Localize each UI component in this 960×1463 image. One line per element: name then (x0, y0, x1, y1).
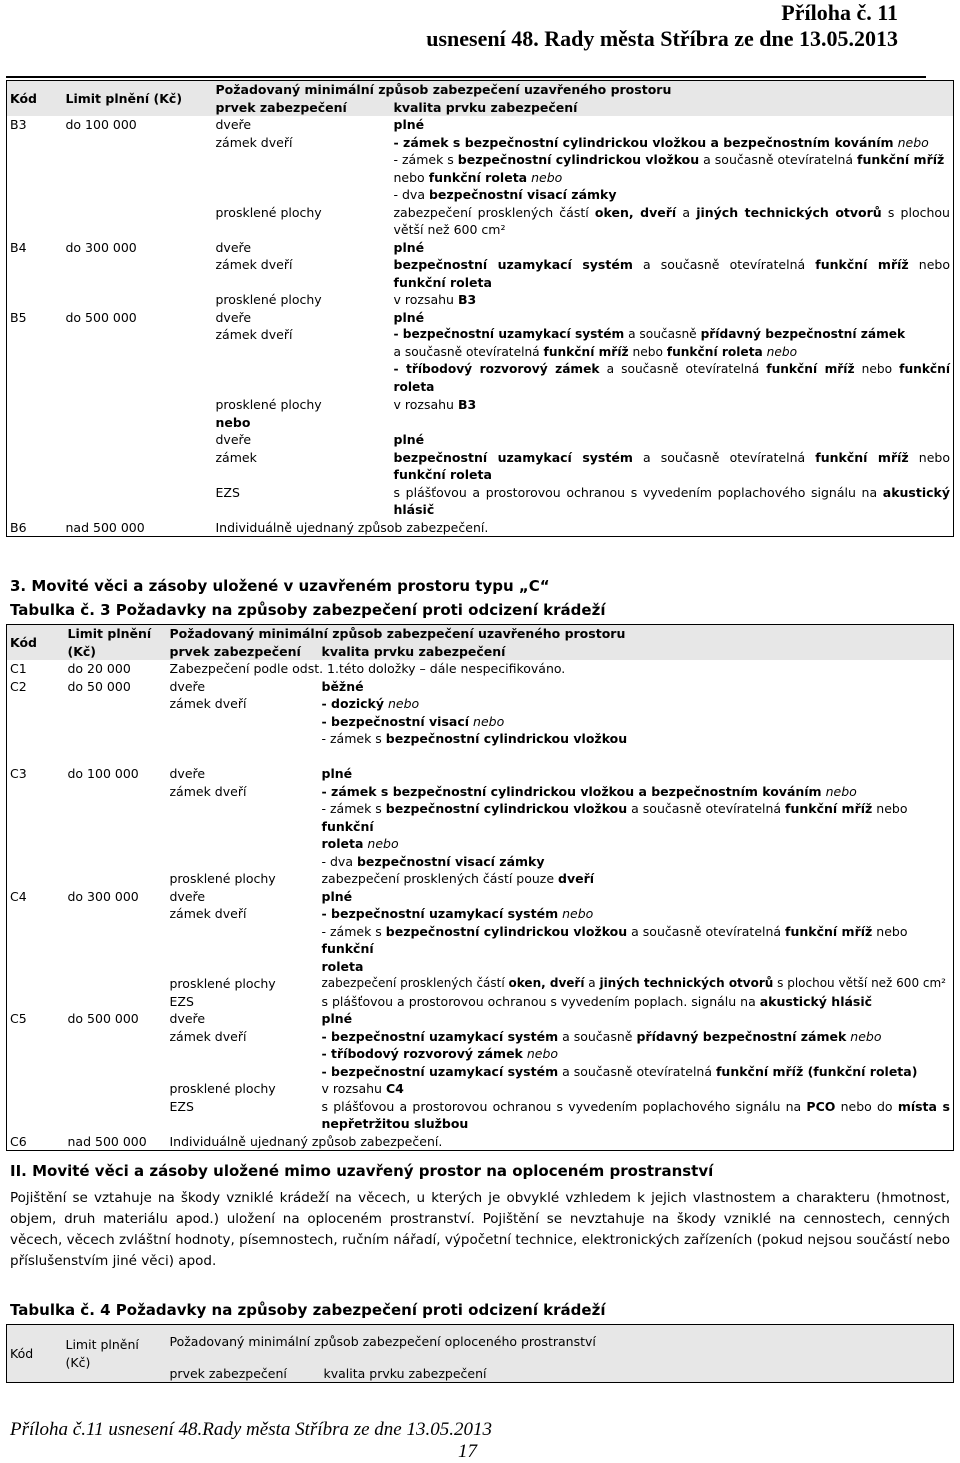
table-row (7, 204, 954, 239)
header-title: Požadovaný minimální způsob zabezpečení oploceného prostranství (167, 1325, 954, 1351)
table-c (6, 624, 954, 1151)
header-limit: Limit plnění (Kč) (63, 81, 213, 117)
table-row: B6 nad 500 000 Individuálně ujednaný způsob zabezpečení. (10, 519, 489, 535)
document-header (426, 0, 898, 52)
table-row: prosklené plochy v rozsahu B3 (215, 292, 477, 307)
row-limit: do 100 000 (65, 117, 137, 132)
table-row: zámek dveří - bezpečnostní uzamykací systém nebo - zámek s bezpečnostní cylindrickou vložkou a současně otevíratelná funkční mříž nebo funkční roleta (169, 906, 908, 974)
header-prvek: prvek zabezpečení (167, 1351, 321, 1383)
table-row: EZS s plášťovou a prostorovou ochranou s vyvedením poplachového signálu na PCO nebo do místa s nepřetržitou službou (169, 1098, 950, 1131)
table-row: C6 nad 500 000 Individuálně ujednaný způsob zabezpečení. (10, 1133, 443, 1149)
header-title: Požadovaný minimální způsob zabezpečení uzavřeného prostoru (213, 81, 954, 99)
table-row: zámek dveří - bezpečnostní uzamykací systém a současně přídavný bezpečnostní zámek a současně otevíratelná funkční mříž nebo funkční roleta nebo - tříbodový rozvorový zámek a současně otevíratelná funkční mříž nebo funkční roleta (215, 327, 951, 394)
table-row: zámek dveří - bezpečnostní uzamykací systém a současně přídavný bezpečnostní zámek nebo - tříbodový rozvorový zámek nebo - bezpečnostní uzamykací systém a současně otevíratelná funkční mříž (funkční roleta) (169, 1028, 918, 1079)
table-row: zámek dveří - dozický nebo - bezpečnostní visací nebo - zámek s bezpečnostní cylindrickou vložkou (169, 696, 628, 746)
row-prvek: dveře (215, 117, 252, 132)
header-limit: Limit plnění (Kč) (65, 625, 167, 661)
header-prvek: prvek zabezpečení (213, 99, 391, 117)
header-kod: Kód (7, 1325, 63, 1383)
header-prvek: prvek zabezpečení (167, 643, 319, 661)
table-row: nebo (215, 414, 251, 430)
table-row: dveře plné (215, 432, 425, 447)
table-row: prosklené plochy zabezpečení prosklených částí pouze dveří (169, 871, 595, 886)
header-kod: Kód (7, 625, 65, 661)
section-ii-title: II. Movité věci a zásoby uložené mimo uzavřený prostor na oploceném prostranství (10, 1162, 714, 1180)
row-kvalita: - zámek s bezpečnostní cylindrickou vložkou a bezpečnostním kováním nebo - zámek s bezpečnostní cylindrickou vložkou a současně otevíratelná funkční mříž nebo funkční roleta nebo - dva bezpečnostní visací zámky (393, 134, 945, 202)
header-limit: Limit plnění (Kč) (63, 1325, 167, 1383)
section-3-title: 3. Movité věci a zásoby uložené v uzavřeném prostoru typu „C“ (10, 577, 550, 595)
table-row: C5 do 500 000 dveře plné (10, 1011, 353, 1026)
table-row: zámek dveří - zámek s bezpečnostní cylindrickou vložkou a bezpečnostním kováním nebo - zámek s bezpečnostní cylindrickou vložkou a současně otevíratelná funkční mříž nebo funkční roleta nebo - dva bezpečnostní visací zámky (169, 783, 908, 869)
table-row (7, 116, 954, 134)
table-b (6, 80, 954, 537)
table-d (6, 1324, 954, 1383)
table-row: C2 do 50 000 dveře běžné (10, 678, 364, 694)
row-kvalita: zabezpečení prosklených částí oken, dveří a jiných technických otvorů s plochou větší než 600 cm² (393, 204, 950, 237)
table-3-title: Tabulka č. 3 Požadavky na způsoby zabezpečení proti odcizení krádeží (10, 601, 606, 619)
table-row: prosklené plochy zabezpečení prosklených částí oken, dveří a jiných technických otvorů s plochou větší než 600 cm² (169, 976, 946, 991)
footer-text: Příloha č.11 usnesení 48.Rady města Stříbra ze dne 13.05.2013 (10, 1419, 492, 1440)
header-line-2: usnesení 48. Rady města Stříbra ze dne 13.05.2013 (426, 26, 898, 51)
table-row: zámek bezpečnostní uzamykací systém a současně otevíratelná funkční mříž nebo funkční roleta (215, 449, 950, 482)
row-kvalita: plné (393, 117, 425, 132)
header-kvalita: kvalita prvku zabezpečení (391, 99, 954, 117)
table-row: C4 do 300 000 dveře plné (10, 888, 353, 904)
header-kod: Kód (7, 81, 63, 117)
row-kod: B3 (10, 117, 27, 132)
header-kvalita: kvalita prvku zabezpečení (319, 643, 954, 661)
header-line-1: Příloha č. 11 (781, 0, 898, 25)
table-row: B5 do 500 000 dveře plné (10, 309, 425, 325)
section-ii-paragraph: Pojištění se vztahuje na škody vzniklé krádeží na věcech, u kterých je obvyklé vzhledem k jejich vlastnostem a charakteru (hmotnost, objem, druh materiálu apod.) uložení na oploceném prostranství. Pojištění se nevztahuje na škody vzniklé na cennostech, cenných věcech, věcech zvláštní hodnoty, písemnostech, ručním nářadí, výpočetní technice, elektronických zařízeních (pokud nejsou součástí nebo příslušenstvím jiné věci) apod. (10, 1190, 950, 1269)
table-row: prosklené plochy v rozsahu C4 (169, 1081, 404, 1096)
table-row: prosklené plochy v rozsahu B3 (215, 397, 477, 412)
row-prvek: prosklené plochy (215, 204, 322, 220)
row-prvek: zámek dveří (215, 134, 293, 150)
header-title: Požadovaný minimální způsob zabezpečení uzavřeného prostoru (167, 625, 954, 643)
table-row (7, 134, 954, 204)
table-4-title: Tabulka č. 4 Požadavky na způsoby zabezpečení proti odcizení krádeží (10, 1301, 606, 1319)
page-number: 17 (458, 1441, 477, 1462)
table-row: EZS s plášťovou a prostorovou ochranou s vyvedením poplach. signálu na akustický hlásič (169, 993, 873, 1009)
table-row: EZS s plášťovou a prostorovou ochranou s vyvedením poplachového signálu na akustický hlásič (215, 484, 950, 517)
table-row: B4 do 300 000 dveře plné (10, 239, 425, 255)
header-rule (6, 76, 926, 78)
header-kvalita: kvalita prvku zabezpečení (321, 1351, 954, 1383)
table-row: zámek dveří bezpečnostní uzamykací systém a současně otevíratelná funkční mříž nebo funkční roleta (215, 257, 950, 290)
table-row: C1 do 20 000 Zabezpečení podle odst. 1.této doložky – dále nespecifikováno. (10, 661, 566, 676)
table-row: C3 do 100 000 dveře plné (10, 766, 353, 781)
